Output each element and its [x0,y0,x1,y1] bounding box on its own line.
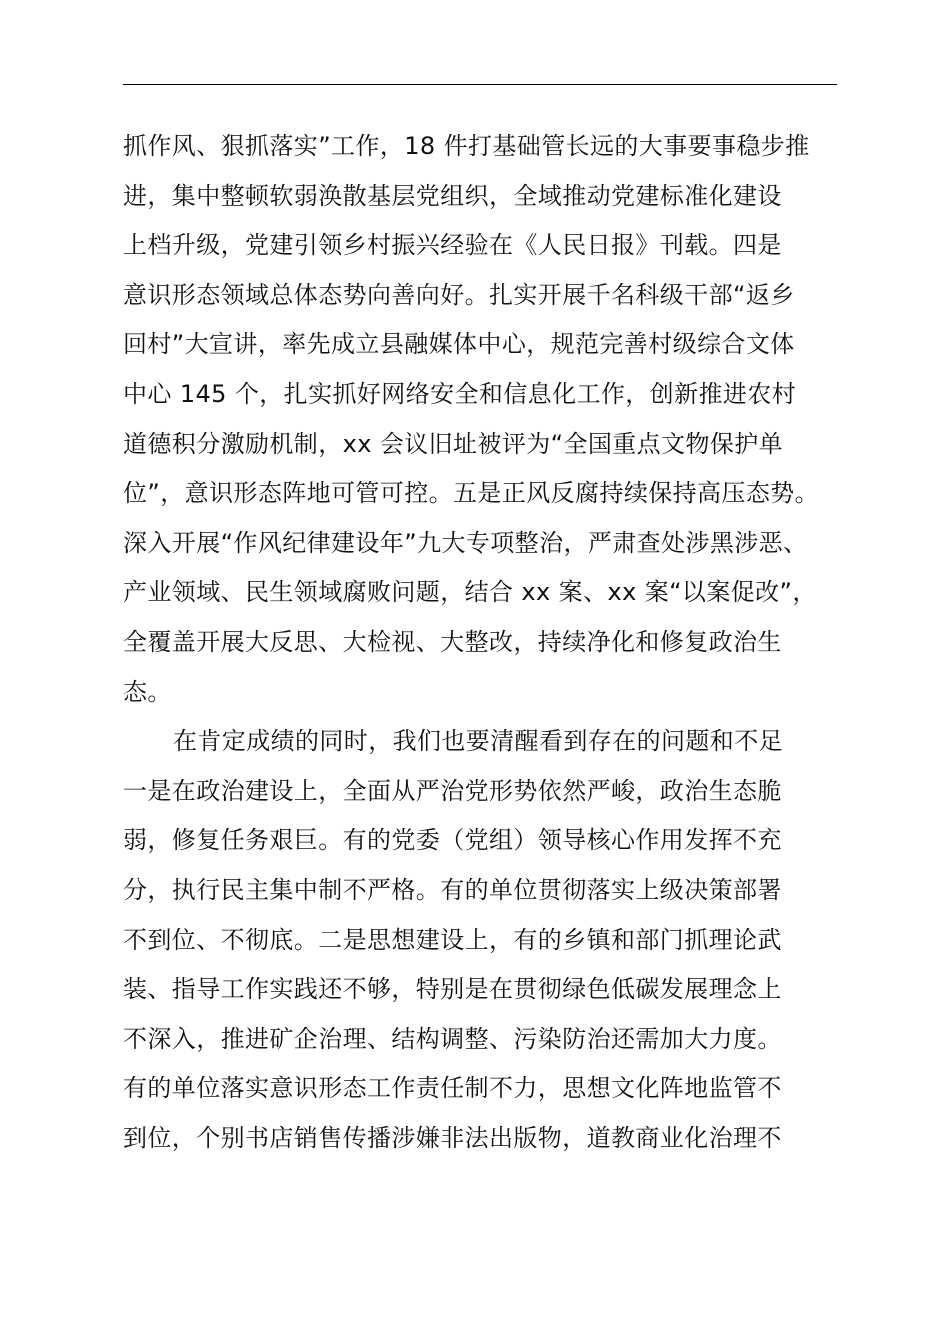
text-line-15: 弱，修复任务艰巨。有的党委（党组）领导核心作用发挥不充 [123,826,782,855]
text-line-1: 抓作风、狠抓落实”工作，18 件打基础管长远的大事要事稳步推 [123,132,810,160]
text-line-16: 分，执行民主集中制不严格。有的单位贯彻落实上级决策部署 [123,875,782,904]
text-line-4: 意识形态领域总体态势向善向好。扎实开展千名科级干部“返乡 [123,280,795,309]
text-line-21: 到位，个别书店销售传播涉嫌非法出版物，道教商业化治理不 [123,1123,782,1152]
text-line-12: 态。 [123,677,172,706]
text-line-18: 装、指导工作实践还不够，特别是在贯彻绿色低碳发展理念上 [123,975,782,1004]
text-line-17: 不到位、不彻底。二是思想建设上，有的乡镇和部门抓理论武 [123,925,782,954]
text-line-8: 位”，意识形态阵地可管可控。五是正风反腐持续保持高压态势。 [123,479,820,508]
text-line-3: 上档升级，党建引领乡村振兴经验在《人民日报》刊载。四是 [123,231,782,260]
header-rule [123,84,837,85]
text-line-11: 全覆盖开展大反思、大检视、大整改，持续净化和修复政治生 [123,627,782,656]
text-line-5: 回村”大宣讲，率先成立县融媒体中心，规范完善村级综合文体 [123,330,795,359]
text-line-14: 一是在政治建设上，全面从严治党形势依然严峻，政治生态脆 [123,776,782,805]
document-body [123,122,863,1163]
text-line-20: 有的单位落实意识形态工作责任制不力，思想文化阵地监管不 [123,1074,782,1103]
text-line-6: 中心 145 个，扎实抓好网络安全和信息化工作，创新推进农村 [123,379,797,408]
text-line-19: 不深入，推进矿企治理、结构调整、污染防治还需加大力度。 [123,1024,782,1053]
text-line-9: 深入开展“作风纪律建设年”九大专项整治，严肃查处涉黑涉恶、 [123,528,808,557]
text-line-10: 产业领域、民生领域腐败问题，结合 xx 案、xx 案“以案促改”， [123,578,817,607]
text-line-7: 道德积分激励机制，xx 会议旧址被评为“全国重点文物保护单 [123,429,784,458]
text-line-13: 在肯定成绩的同时，我们也要清醒看到存在的问题和不足 [173,727,783,756]
text-line-2: 进，集中整顿软弱涣散基层党组织，全域推动党建标准化建设 [123,181,782,210]
